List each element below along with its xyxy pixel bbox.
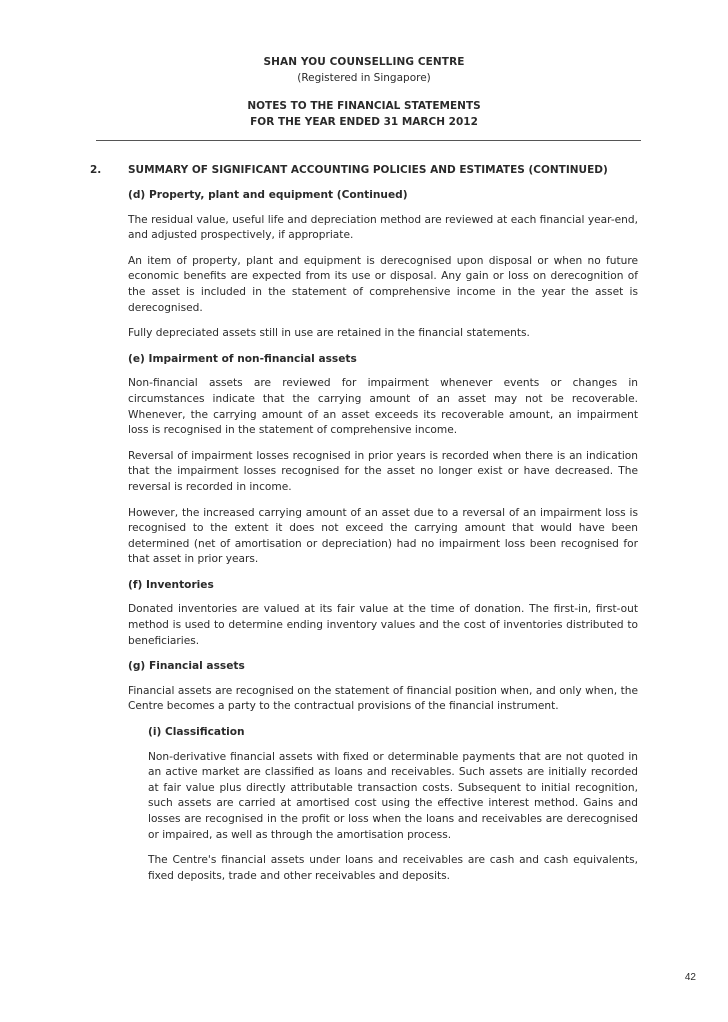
paragraph: Financial assets are recognised on the statement of financial position when, and only when, the Centre becomes a party to the contractual provisions of the financial instrument. — [128, 684, 638, 713]
paragraph: Fully depreciated assets still in use are retained in the financial statements. — [128, 327, 530, 340]
document-body — [128, 188, 638, 894]
section-number: 2. — [90, 164, 102, 176]
organisation-name: SHAN YOU COUNSELLING CENTRE — [263, 56, 465, 68]
heading-financial-assets: (g) Financial assets — [128, 660, 245, 673]
paragraph: Non-derivative financial assets with fixed or determinable payments that are not quoted in an active market are classified as loans and receivables. Such assets are initially recorded at fair value plus directly attributable transaction costs. Subsequent to initial recognition, such assets are carried at amortised cost using the effective interest method. Gains and losses are recognised in the profit or loss when the loans and receivables are derecognised or impaired, as well as through the amortisation process. — [148, 750, 638, 841]
heading-classification: (i) Classification — [148, 726, 245, 739]
registration-note: (Registered in Singapore) — [297, 72, 431, 84]
paragraph: Donated inventories are valued at its fair value at the time of donation. The first-in, first-out method is used to determine ending inventory values and the cost of inventories distributed to beneficiaries. — [128, 603, 638, 647]
heading-inventories: (f) Inventories — [128, 578, 214, 591]
paragraph: Non-financial assets are reviewed for impairment whenever events or changes in circumstances indicate that the carrying amount of an asset may not be recoverable. Whenever, the carrying amount of an asset exceeds its recoverable amount, an impairment loss is recognised in the statement of comprehensive income. — [128, 377, 638, 437]
paragraph: However, the increased carrying amount of an asset due to a reversal of an impairment loss is recognised to the extent it does not exceed the carrying amount that would have been determined (net of amortisation or depreciation) had no impairment loss been recognised for that asset in prior years. — [128, 506, 638, 566]
heading-property-plant-equipment: (d) Property, plant and equipment (Continued) — [128, 189, 408, 201]
heading-impairment: (e) Impairment of non-financial assets — [128, 352, 357, 365]
paragraph: An item of property, plant and equipment is derecognised upon disposal or when no future economic benefits are expected from its use or disposal. Any gain or loss on derecognition of the asset is included in the statement of comprehensive income in the year the asset is derecognised. — [128, 254, 638, 314]
notes-title: NOTES TO THE FINANCIAL STATEMENTS — [247, 100, 481, 112]
section-title — [90, 164, 608, 176]
page-number: 42 — [684, 972, 696, 983]
paragraph: Reversal of impairment losses recognised in prior years is recorded when there is an indication that the impairment losses recognised for the asset no longer exist or have decreased. The reversal is recorded in income. — [128, 449, 638, 493]
paragraph: The residual value, useful life and depreciation method are reviewed at each financial year-end, and adjusted prospectively, if appropriate. — [128, 213, 638, 242]
paragraph: The Centre's financial assets under loans and receivables are cash and cash equivalents, fixed deposits, trade and other receivables and deposits. — [148, 854, 638, 882]
header-divider — [96, 140, 641, 141]
section-heading: SUMMARY OF SIGNIFICANT ACCOUNTING POLICIES AND ESTIMATES (CONTINUED) — [128, 164, 608, 176]
subsection-classification — [148, 725, 638, 884]
period-line: FOR THE YEAR ENDED 31 MARCH 2012 — [250, 116, 478, 128]
